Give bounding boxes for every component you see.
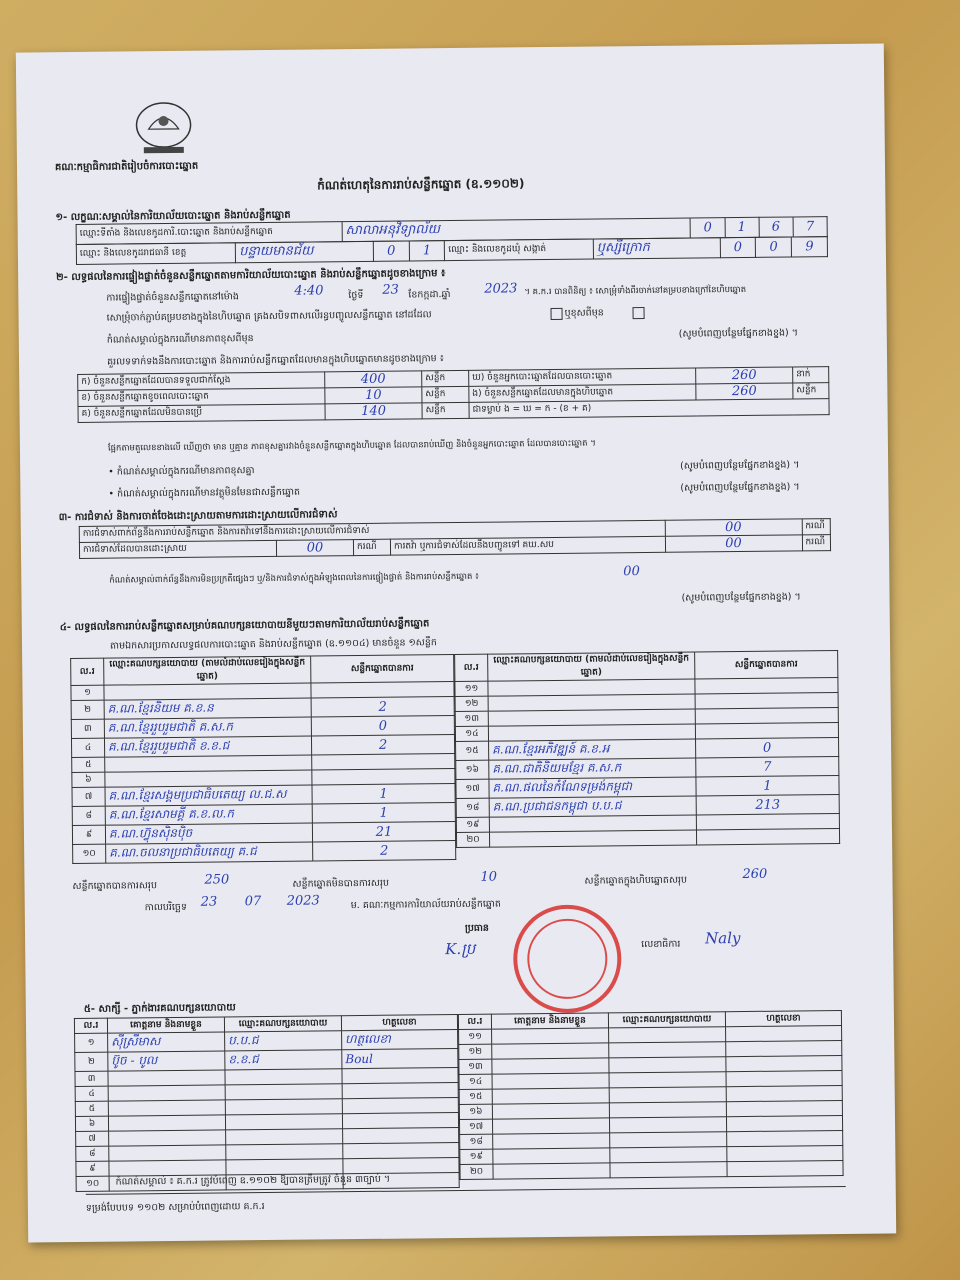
- party-row-no: ២០: [456, 832, 489, 847]
- party-row-no: ៣: [71, 719, 104, 738]
- witness-col-name-right: គោត្តនាម និងនាមខ្លួន: [491, 1013, 608, 1029]
- verification-day: 23: [382, 282, 399, 298]
- objection-row1-value: 00: [724, 520, 742, 536]
- difference-note-hint: (សូមបំពេញបន្ថែមផ្នែកខាងខ្នង) ។: [680, 459, 800, 472]
- party-row-no: ២: [71, 700, 104, 719]
- witness-row-no: ១៨: [460, 1134, 493, 1149]
- witness-row-no: ៥: [75, 1101, 108, 1116]
- office-code-3: 6: [759, 217, 793, 237]
- month-label: ខែកក្កដា.ឆ្នាំ: [408, 289, 451, 301]
- witness-row-no: ៩: [76, 1161, 109, 1176]
- witness-row-no: ២: [75, 1052, 108, 1071]
- objection-row2-unit: ករណី: [353, 539, 390, 555]
- office-value: សាលាអនុវិទ្យាល័យ: [345, 222, 441, 239]
- party-row-name: គ.ណ.ហ៊្វុនស៊ិនប៉ិច: [108, 825, 193, 841]
- witness-col-no-left: ល.រ: [74, 1018, 107, 1033]
- row-d-unit: នាក់: [793, 367, 829, 383]
- irregularity-note: កំណត់សម្គាល់ពាក់ព័ន្ធនឹងការមិនប្រក្រតីផ្សេងៗ ឬ/និងការជំទាស់ក្នុងអំឡុងពេលនៃការផ្ទៀងផ្ទាត់ និងការរាប់សន្លឹកឆ្នោត ៖: [109, 571, 479, 586]
- party-row-no: ៧: [72, 787, 105, 806]
- invalid-total-value: 10: [480, 869, 498, 885]
- difference-note: • កំណត់សម្គាល់ក្នុងករណីមានភាពខុសគ្នា: [108, 465, 255, 478]
- commune-code-2: 0: [756, 237, 792, 257]
- verification-time-label: ការផ្ទៀងផ្ទាត់ចំនួនសន្លឹកឆ្នោតនៅម៉ោង: [106, 291, 239, 304]
- organization-name: គណៈកម្មាធិការជាតិរៀបចំការបោះឆ្នោត: [54, 160, 199, 174]
- office-label: ឈ្មោះទីតាំង និងលេខកូដការិ.បោះឆ្នោត និងរាប់សន្លឹកឆ្នោត: [76, 222, 342, 245]
- party-row-votes: 0: [378, 718, 388, 734]
- row-d-value: 260: [731, 367, 757, 384]
- witness-row-name: ប៊ូច - បូល: [111, 1053, 158, 1068]
- col-no-right: ល.រ: [455, 654, 488, 681]
- row-d-label: ឃ) ចំនួនអ្នកបោះឆ្នោតដែលបានបោះឆ្នោត: [469, 368, 696, 386]
- party-results-right: [454, 650, 840, 848]
- secretary-label: លេខាធិការ: [641, 938, 681, 951]
- official-seal-stamp: [513, 904, 622, 1013]
- section5-heading: ៥- សាក្សី - ភ្នាក់ងារគណបក្សនយោបាយ: [83, 1002, 236, 1015]
- chair-label: ប្រធាន: [464, 922, 489, 934]
- party-row-no: ១៦: [456, 760, 489, 779]
- witness-row-no: ១១: [459, 1029, 492, 1044]
- date-month: 07: [244, 894, 262, 910]
- party-row-no: ៦: [72, 772, 105, 787]
- witness-row-no: ១៤: [459, 1074, 492, 1089]
- witness-col-sign-right: ហត្ថលេខា: [725, 1010, 841, 1026]
- party-row-name: គ.ណ.ខ្មែរសង្គមប្រជាធិបតេយ្យ ល.ជ.ស: [108, 786, 287, 803]
- party-row: [456, 828, 839, 847]
- party-row-no: ៩: [72, 825, 105, 844]
- form-title: កំណត់ហេតុនៃការរាប់សន្លឹកឆ្នោត (ឧ.១១០២): [317, 176, 525, 193]
- party-row-no: ១៩: [456, 817, 489, 832]
- party-row-votes: 2: [379, 843, 389, 859]
- irregularity-hint: (សូមបំពេញបន្ថែមផ្នែកខាងខ្នង) ។: [681, 591, 801, 604]
- valid-total-value: 250: [204, 872, 230, 888]
- witness-row-party: ប.ប.ជ: [228, 1033, 259, 1048]
- witness-row-signature: Boul: [345, 1051, 374, 1067]
- party-row-votes: 2: [378, 699, 387, 715]
- witness-row-no: ៧: [76, 1131, 109, 1146]
- party-row-name: គ.ណ.ជាតិនិយមខ្មែរ គ.ស.ក: [492, 760, 622, 776]
- objection-row2-value: 00: [306, 540, 324, 556]
- province-code-2: 1: [409, 241, 445, 261]
- witness-col-sign-left: ហត្ថលេខា: [341, 1015, 457, 1031]
- province-label: ឈ្មោះ និងលេខកូដរាជធានី ខេត្ត: [76, 243, 235, 265]
- row-c-value: 140: [361, 403, 387, 419]
- party-row-name: គ.ណ.ខ្មែរសាមគ្គី គ.ខ.ល.ក: [108, 806, 234, 822]
- witness-row-no: ៦: [75, 1116, 108, 1131]
- objection-table: [79, 518, 831, 559]
- party-row-name: គ.ណ.ចលនាប្រជាធិបតេយ្យ គ.ជ: [109, 844, 257, 860]
- row-b-unit: សន្លឹក: [422, 386, 469, 402]
- row-e-value: 260: [731, 383, 757, 400]
- party-row-votes: 0: [762, 740, 772, 756]
- difference-line: ផ្អែកតាមតួលេខខាងលើ ឃើញថា មាន ឬគ្មាន ភាពខុសគ្នារវាងចំនួនសន្លឹកឆ្នោតក្នុងហិបឆ្នោត ដែលបានរាប់ឃើញ និងចំនួនអ្នកបោះឆ្នោត ដែលបានបោះឆ្នោត ។: [107, 438, 596, 454]
- row-a-label: ក) ចំនួនសន្លឹកឆ្នោតដែលបានទទួលជាក់ស្តែង: [78, 372, 325, 391]
- foreign-object-note: • កំណត់សម្គាល់ក្នុងករណីមានវត្ថុមិនមែនជាសន្លឹកឆ្នោត: [108, 486, 301, 500]
- party-row-votes: 21: [375, 824, 393, 840]
- party-row-no: ៨: [72, 806, 105, 825]
- changed-checkbox: [632, 307, 644, 319]
- objection-row3-label: ការតវ៉ា ឬការជំទាស់ដែលនឹងបញ្ជូនទៅ គឃ.សប: [390, 536, 665, 555]
- party-row-name: គ.ណ.ផលនៃកំណែទម្រង់កម្ពុជា: [492, 779, 633, 795]
- witness-row-party: ខ.ខ.ជ: [228, 1052, 259, 1067]
- commune-label: ឈ្មោះ និងលេខកូដឃុំ សង្កាត់: [445, 239, 594, 261]
- counts-table: [77, 366, 829, 423]
- verification-line-end: ។ គ.ក.រ បានពិនិត្យ ៖ សោម្រុំទាំងពីរចាក់នៅគម្របខាងក្រៅនៃហិបឆ្នោត: [524, 284, 747, 298]
- objection-row3-value: 00: [725, 536, 742, 552]
- witness-row-no: ១០: [76, 1176, 109, 1191]
- commune-code-3: 9: [791, 237, 827, 257]
- witness-row-no: ១៥: [459, 1089, 492, 1104]
- province-code-1: 0: [373, 241, 409, 261]
- objection-row3-unit: ករណី: [802, 535, 831, 551]
- date-year: 2023: [286, 893, 320, 909]
- witness-col-no-right: ល.រ: [458, 1014, 491, 1029]
- witness-row-no: ១: [75, 1033, 108, 1052]
- row-c-unit: សន្លឹក: [422, 402, 469, 418]
- row-e-unit: សន្លឹក: [793, 383, 829, 399]
- witness-row-no: ២០: [460, 1164, 493, 1179]
- invalid-total-label: សន្លឹកឆ្នោតមិនបានការសរុប: [292, 877, 390, 890]
- party-row-votes: 1: [379, 805, 388, 821]
- commune-code-1: 0: [720, 237, 756, 257]
- witness-table-right: [458, 1010, 844, 1180]
- row-a-value: 400: [360, 371, 386, 387]
- row-b-value: 10: [365, 387, 382, 403]
- row-a-unit: សន្លឹក: [422, 370, 469, 386]
- section1-heading: ១- លក្ខណៈសម្គាល់នៃការិយាល័យបោះឆ្នោត និងរាប់សន្លឹកឆ្នោត: [55, 209, 291, 224]
- party-row-name: គ.ណ.ប្រជាជនកម្ពុជា ប.ប.ជ: [492, 798, 622, 814]
- form-note: ទម្រង់បែបបទ ១១០២ សម្រាប់បំពេញដោយ គ.ក.រ: [85, 1201, 265, 1214]
- irregularity-value: 00: [623, 564, 640, 580]
- office-code-4: 7: [793, 217, 827, 237]
- office-code-1: 0: [691, 218, 725, 238]
- province-value: បន្ទាយមានជ័យ: [239, 243, 314, 260]
- party-row-name: គ.ណ.ខ្មែររួបរួមជាតិ ខ.ខ.ជ: [107, 738, 230, 754]
- verification-year: 2023: [484, 281, 518, 297]
- counts-intro: គួរលទទាក់ទងនឹងការបោះឆ្នោត និងការរាប់សន្លឹកឆ្នោតដែលមានក្នុងហិបឆ្នោតមានដូចខាងក្រោម ៖: [106, 353, 444, 368]
- party-row-no: ១៤: [455, 726, 488, 741]
- commune-value: ឬស្សីក្រោក: [596, 239, 650, 256]
- party-row-no: ៥: [72, 757, 105, 772]
- chair-signature: K.ប្រ: [445, 939, 476, 959]
- secretary-signature: Naly: [705, 929, 741, 948]
- party-row-no: ១១: [455, 681, 488, 696]
- counting-report-sheet: [16, 43, 896, 1242]
- witness-table-left: [74, 1014, 460, 1192]
- row-e-label: ង) ចំនួនសន្លឹកឆ្នោតដែលមានក្នុងហិបឆ្នោត: [469, 384, 696, 402]
- row-b-label: ខ) ចំនួនសន្លឹកឆ្នោតខូចពេលបោះឆ្នោត: [78, 388, 325, 407]
- party-row-votes: 1: [379, 786, 388, 802]
- witness-row-no: ១៦: [459, 1104, 492, 1119]
- party-row-name: គ.ណ.ខ្មែររួបរួមជាតិ គ.ស.ក: [107, 719, 234, 735]
- box-total-value: 260: [742, 866, 768, 883]
- witness-row-no: ៨: [76, 1146, 109, 1161]
- party-row-votes: 1: [763, 778, 772, 794]
- office-code-2: 1: [725, 217, 759, 237]
- witness-col-party-right: ឈ្មោះគណបក្សនយោបាយ: [608, 1012, 725, 1028]
- witness-row-no: ៤: [75, 1086, 108, 1101]
- verification-time: 4:40: [294, 283, 324, 299]
- witness-row-no: ១៧: [459, 1119, 492, 1134]
- nec-logo-icon: [128, 99, 199, 158]
- unchanged-checkbox: [550, 308, 562, 320]
- box-total-label: សន្លឹកឆ្នោតក្នុងហិបឆ្នោតសរុប: [584, 874, 688, 887]
- valid-total-label: សន្លឹកឆ្នោតបានការសរុប: [72, 880, 158, 893]
- witness-row-no: ១៣: [459, 1059, 492, 1074]
- witness-row-signature: ហត្ថលេខា: [345, 1031, 391, 1047]
- party-results-left: [70, 654, 456, 864]
- change-note-hint: (សូមបំពេញបន្ថែមផ្នែកខាងខ្នង) ។: [678, 327, 799, 340]
- party-row-no: ១២: [455, 696, 488, 711]
- party-row-no: ១៣: [455, 711, 488, 726]
- section4-intro: តាមឯកសារប្រកាសលទ្ធផលការបោះឆ្នោត និងរាប់សន្លឹកឆ្នោត (ឧ.១១០៤) មានចំនួន ១សន្លឹក: [109, 637, 437, 652]
- formula: ជាទម្លាប់ ង = ឃ = ក - (ខ + គ): [469, 399, 829, 419]
- commission-label: ម. គណៈកម្មការការិយាល័យរាប់សន្លឹកឆ្នោត: [350, 898, 501, 912]
- col-party-left: ឈ្មោះគណបក្សនយោបាយ (តាមលំដាប់លេខរៀងក្នុងសន្លឹកឆ្នោត): [104, 656, 311, 685]
- day-label: ថ្ងៃទី: [348, 289, 364, 302]
- col-votes-right: សន្លឹកឆ្នោតបានការ: [695, 651, 838, 679]
- change-note-label: កំណត់សម្គាល់ក្នុងករណីមានភាពខុសពីមុន: [106, 333, 254, 346]
- witness-row-no: ១២: [459, 1044, 492, 1059]
- party-row-name: គ.ណ.ខ្មែរនិយម គ.ខ.ន: [107, 700, 214, 716]
- lock-check-line: សោម្រុំចាក់ភ្ជាប់គម្របខាងក្នុងនៃហិបឆ្នោត គ្រងសបិទពាសលើរន្ធបញ្ចូលសន្លឹកឆ្នោត នៅដដែល: [106, 309, 432, 324]
- witness-row-no: ១៩: [460, 1149, 493, 1164]
- party-row: [73, 841, 456, 864]
- date-day: 23: [200, 894, 218, 910]
- party-row-no: ១៧: [456, 779, 489, 798]
- objection-row1-label: ការជំទាស់ពាក់ព័ន្ធនឹងការរាប់សន្លឹកឆ្នោត និងការតវ៉ាទៅនឹងការដោះស្រាយលើការជំទាស់: [79, 520, 665, 542]
- witness-col-name-left: គោត្តនាម និងនាមខ្លួន: [107, 1017, 224, 1033]
- party-row-no: ១៥: [456, 741, 489, 760]
- witness-row: [460, 1160, 843, 1179]
- section2-heading: ២- លទ្ធផលនៃការផ្ទៀងផ្ទាត់ចំនួនសន្លឹកឆ្នោតតាមការិយាល័យបោះឆ្នោត និងរាប់សន្លឹកឆ្នោតដូចខាងក្រោម ៖: [56, 268, 446, 284]
- party-row-no: ៤: [71, 738, 104, 757]
- foreign-object-note-hint: (សូមបំពេញបន្ថែមផ្នែកខាងខ្នង) ។: [680, 481, 800, 494]
- party-row-no: ១: [71, 685, 104, 700]
- witness-row-no: ៣: [75, 1071, 108, 1086]
- witness-col-party-left: ឈ្មោះគណបក្សនយោបាយ: [224, 1016, 341, 1032]
- party-row-votes: 2: [378, 737, 388, 753]
- witness-row-name: ស៊ីស្រីមាស: [111, 1034, 161, 1049]
- col-no-left: ល.រ: [71, 658, 104, 685]
- footnote: កំណត់សម្គាល់ ៖ គ.ក.រ ត្រូវបំពេញ ឧ.១១០២ ឱ្យបានត្រឹមត្រូវ ចំនួន ៣ច្បាប់ ។: [115, 1173, 391, 1188]
- objection-row1-unit: ករណី: [802, 519, 831, 535]
- objection-row2-label: ការជំទាស់ដែលបានដោះស្រាយ: [79, 540, 276, 558]
- party-row-no: ១០: [73, 844, 106, 863]
- changed-option: ឬខុសពីមុន: [564, 307, 604, 319]
- date-label: កាលបរិច្ឆេទ: [144, 901, 188, 914]
- section3-heading: ៣- ការជំទាស់ និងការចាត់ចែងដោះស្រាយតាមការដោះស្រាយលើការជំទាស់: [58, 509, 338, 524]
- party-row-no: ១៨: [456, 798, 489, 817]
- party-row-votes: 7: [763, 759, 772, 775]
- party-row-votes: 213: [755, 797, 781, 813]
- section4-heading: ៤- លទ្ធផលនៃការរាប់សន្លឹកឆ្នោតសម្រាប់គណបក្សនយោបាយនីមួយៗតាមការិយាល័យរាប់សន្លឹកឆ្នោត: [59, 618, 430, 634]
- col-votes-left: សន្លឹកឆ្នោតបានការ: [311, 655, 454, 683]
- row-c-label: គ) ចំនួនសន្លឹកឆ្នោតដែលមិនបានប្រើ: [78, 404, 325, 423]
- party-row-name: គ.ណ.ខ្មែរអភិវឌ្ឍន៍ គ.ខ.អ: [492, 741, 610, 757]
- col-party-right: ឈ្មោះគណបក្សនយោបាយ (តាមលំដាប់លេខរៀងក្នុងសន្លឹកឆ្នោត): [488, 652, 695, 681]
